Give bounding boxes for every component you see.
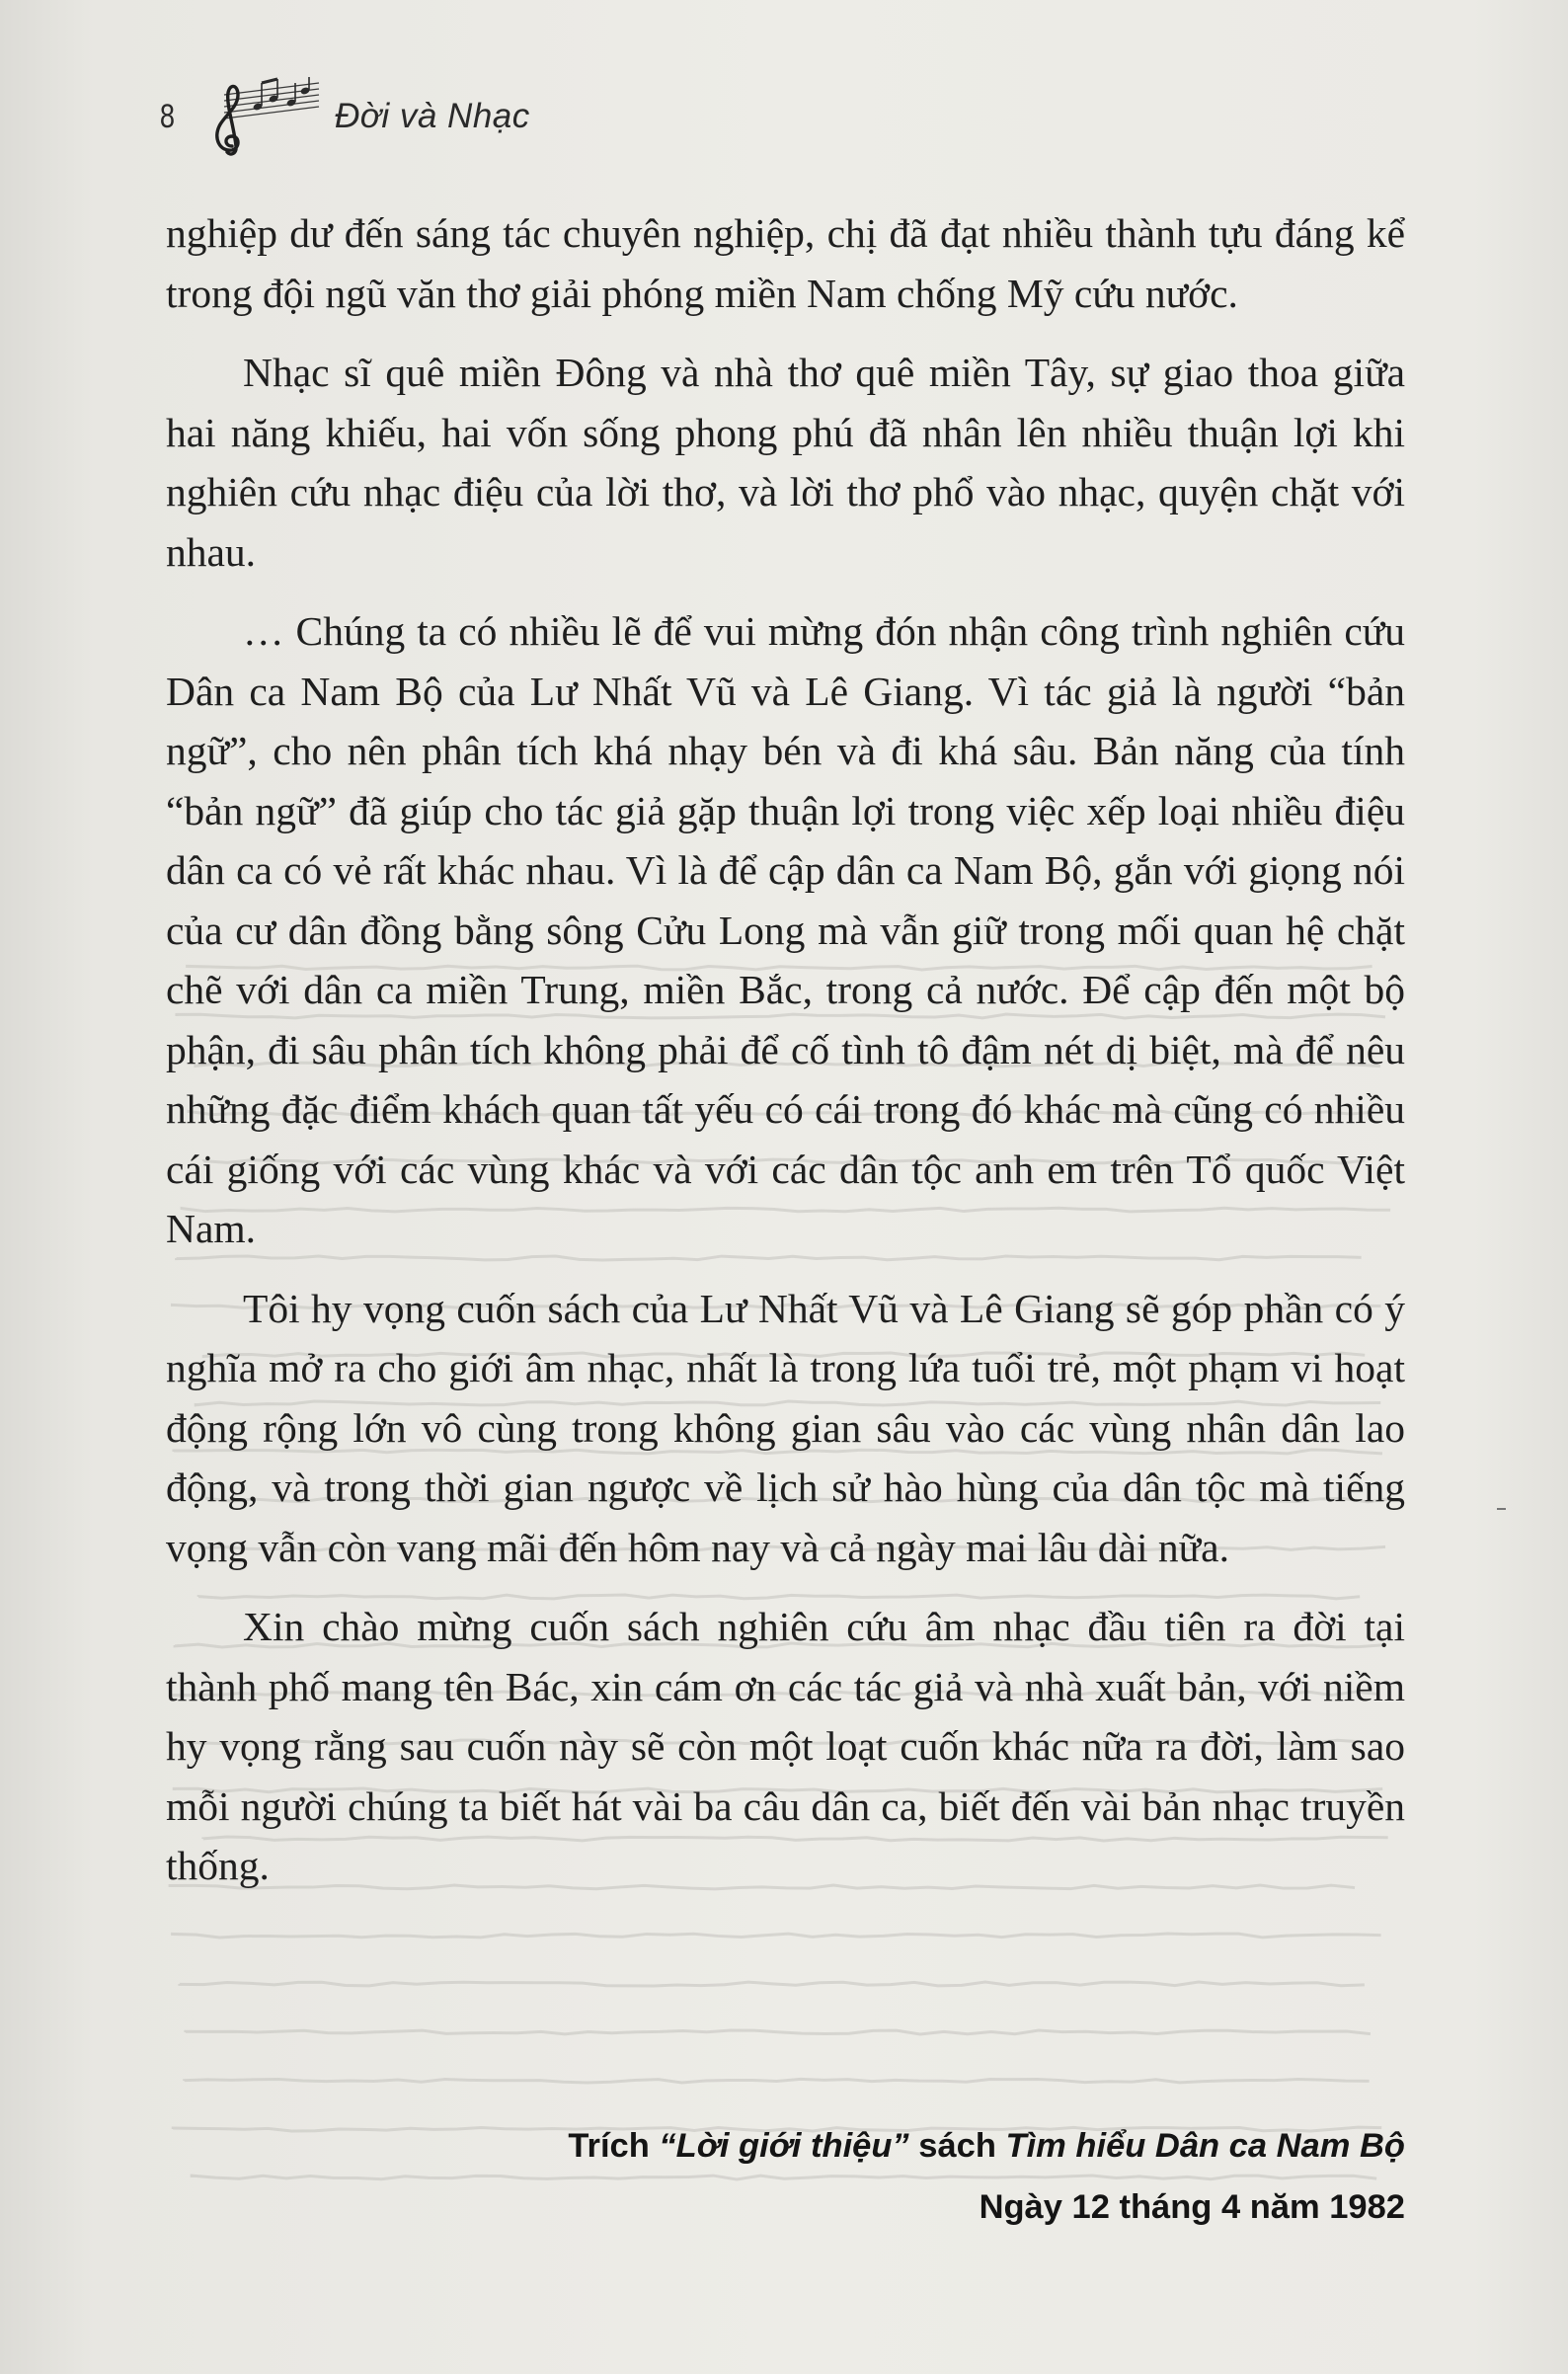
bleed-through-line xyxy=(185,2079,1370,2083)
paragraph: … Chúng ta có nhiều lẽ để vui mừng đón nhận công trình nghiên cứu Dân ca Nam Bộ của Lư Nhất Vũ và Lê Giang. Vì tác giả là người “bản ngữ”, cho nên phân tích khá nhạy bén và đi khá sâu. Bản năng của tính “bản ngữ” đã giúp cho tác giả gặp thuận lợi trong việc xếp loại nhiều điệu dân ca có vẻ rất khác nhau. Vì là để cập dân ca Nam Bộ, gắn với giọng nói của cư dân đồng bằng sông Cửu Long mà vẫn giữ trong mối quan hệ chặt chẽ với dân ca miền Trung, miền Bắc, trong cả nước. Để cập đến một bộ phận, đi sâu phân tích không phải để cố tình tô đậm nét dị biệt, mà để nêu những đặc điểm khách quan tất yếu có cái trong đó khác mà cũng có nhiều cái giống với các vùng khác và với các dân tộc anh em trên Tổ quốc Việt Nam. xyxy=(166,608,1405,1251)
citation-middle: sách xyxy=(908,2127,1006,2165)
bleed-through-line xyxy=(180,1982,1365,1986)
citation-prefix: Trích xyxy=(568,2127,660,2165)
citation-source-line xyxy=(568,2115,1405,2176)
bleed-through-line xyxy=(186,2030,1371,2034)
paragraph: Nhạc sĩ quê miền Đông và nhà thơ quê miền Tây, sự giao thoa giữa hai năng khiếu, hai vốn sống phong phú đã nhân lên nhiều thuận lợi khi nghiên cứu nhạc điệu của lời thơ, và lời thơ phổ vào nhạc, quyện chặt với nhau. xyxy=(166,350,1405,575)
citation-book-title: Tìm hiểu Dân ca Nam Bộ xyxy=(1005,2127,1405,2165)
page-number: 8 xyxy=(159,97,176,135)
running-title: Đời và Nhạc xyxy=(334,97,530,135)
running-header xyxy=(158,77,530,156)
paragraph: nghiệp dư đến sáng tác chuyên nghiệp, chị đã đạt nhiều thành tựu đáng kể trong đội ngũ văn thơ giải phóng miền Nam chống Mỹ cứu nước. xyxy=(166,210,1405,316)
paragraph: Tôi hy vọng cuốn sách của Lư Nhất Vũ và Lê Giang sẽ góp phần có ý nghĩa mở ra cho giới âm nhạc, nhất là trong lứa tuổi trẻ, một phạm vi hoạt động rộng lớn vô cùng trong không gian sâu vào các vùng nhân dân lao động, và trong thời gian ngược về lịch sử hào hùng của dân tộc mà tiếng vọng vẫn còn vang mãi đến hôm nay và cả ngày mai lâu dài nữa. xyxy=(166,1285,1405,1570)
paragraph: Xin chào mừng cuốn sách nghiên cứu âm nhạc đầu tiên ra đời tại thành phố mang tên Bác, xin cám ơn các tác giả và nhà xuất bản, với niềm hy vọng rằng sau cuốn này sẽ còn một loạt cuốn khác nữa ra đời, làm sao mỗi người chúng ta biết hát vài ba câu dân ca, biết đến vài bản nhạc truyền thống. xyxy=(166,1604,1405,1888)
treble-clef-music-notes-icon xyxy=(202,77,321,156)
citation-date: Ngày 12 tháng 4 năm 1982 xyxy=(979,2188,1405,2226)
bleed-through-line xyxy=(173,1934,1381,1938)
citation-quoted-title: “Lời giới thiệu” xyxy=(659,2127,909,2165)
margin-mark xyxy=(1497,1508,1506,1510)
body-text xyxy=(166,203,1405,1916)
citation xyxy=(568,2115,1405,2238)
